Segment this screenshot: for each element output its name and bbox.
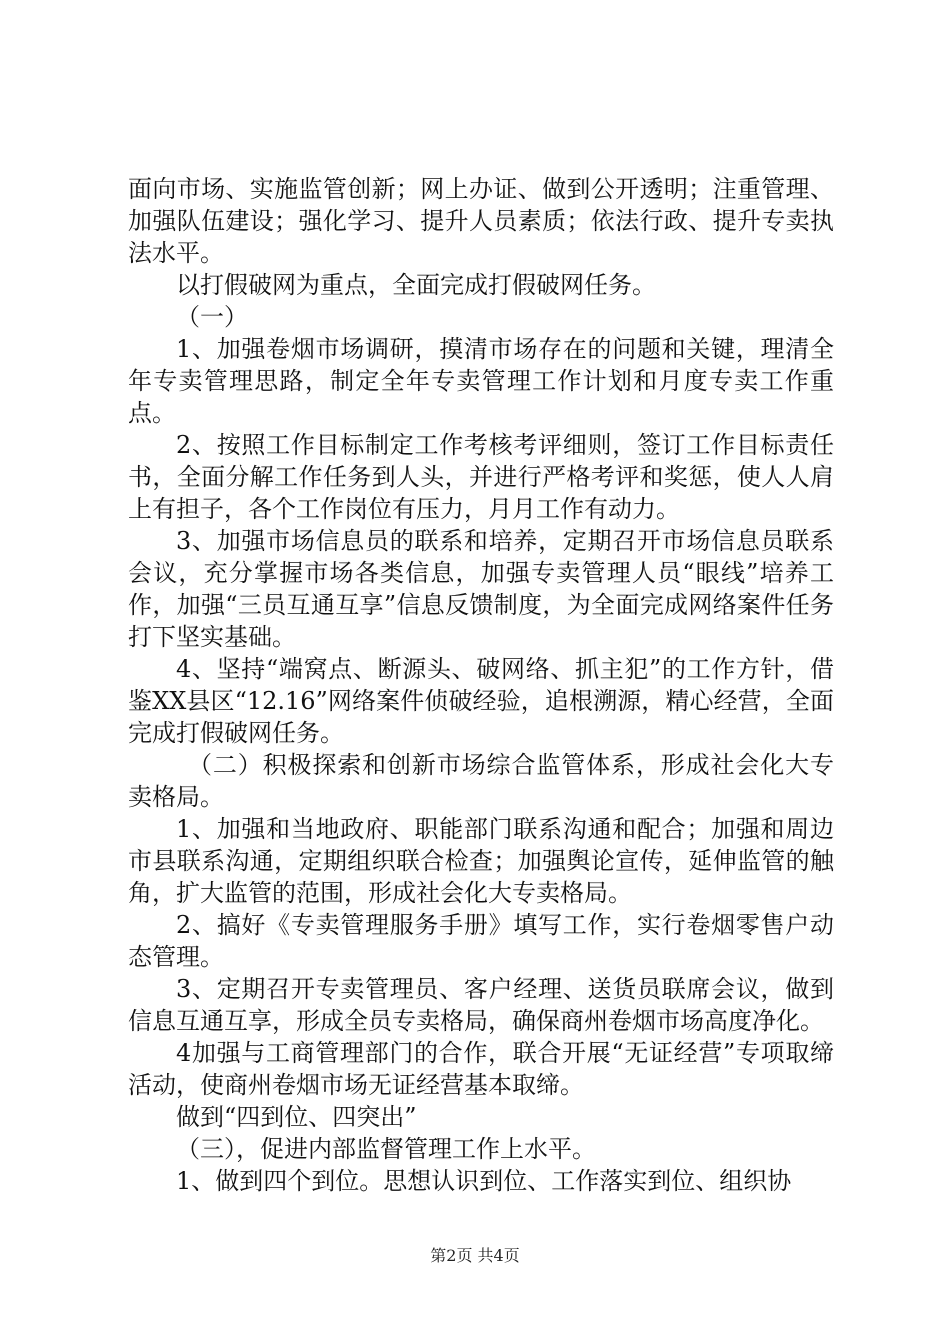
- page-footer: [0, 1243, 950, 1266]
- section-heading: （二）积极探索和创新市场综合监管体系，形成社会化大专卖格局。: [128, 751, 834, 811]
- paragraph: 4、坚持“端窝点、断源头、破网络、抓主犯”的工作方针，借鉴XX县区“12.16”网络案件侦破经验，追根溯源，精心经营，全面完成打假破网任务。: [128, 655, 834, 747]
- document-body: [128, 173, 834, 1197]
- section-heading: （三），促进内部监督管理工作上水平。: [176, 1135, 596, 1163]
- paragraph: 4加强与工商管理部门的合作，联合开展“无证经营”专项取缔活动，使商州卷烟市场无证经营基本取缔。: [128, 1039, 834, 1099]
- paragraph: 1、加强和当地政府、职能部门联系沟通和配合；加强和周边市县联系沟通，定期组织联合检查；加强舆论宣传，延伸监管的触角，扩大监管的范围，形成社会化大专卖格局。: [128, 815, 834, 907]
- paragraph: 以打假破网为重点，全面完成打假破网任务。: [176, 271, 656, 299]
- paragraph: 3、定期召开专卖管理员、客户经理、送货员联席会议，做到信息互通互享，形成全员专卖格局，确保商州卷烟市场高度净化。: [128, 975, 834, 1035]
- paragraph: 面向市场、实施监管创新；网上办证、做到公开透明；注重管理、加强队伍建设；强化学习、提升人员素质；依法行政、提升专卖执法水平。: [128, 175, 834, 267]
- page-number: 第2页 共4页: [430, 1246, 520, 1265]
- paragraph: 2、搞好《专卖管理服务手册》填写工作，实行卷烟零售户动态管理。: [128, 911, 834, 971]
- paragraph: 3、加强市场信息员的联系和培养，定期召开市场信息员联系会议，充分掌握市场各类信息，加强专卖管理人员“眼线”培养工作，加强“三员互通互享”信息反馈制度，为全面完成网络案件任务打下坚实基础。: [128, 527, 834, 651]
- section-heading: （一）: [176, 303, 248, 331]
- paragraph: 2、按照工作目标制定工作考核考评细则，签订工作目标责任书，全面分解工作任务到人头，并进行严格考评和奖惩，使人人肩上有担子，各个工作岗位有压力，月月工作有动力。: [128, 431, 834, 523]
- paragraph: 做到“四到位、四突出”: [176, 1103, 417, 1131]
- paragraph: 1、加强卷烟市场调研，摸清市场存在的问题和关键，理清全年专卖管理思路，制定全年专卖管理工作计划和月度专卖工作重点。: [128, 335, 834, 427]
- paragraph: 1、做到四个到位。思想认识到位、工作落实到位、组织协: [176, 1167, 792, 1195]
